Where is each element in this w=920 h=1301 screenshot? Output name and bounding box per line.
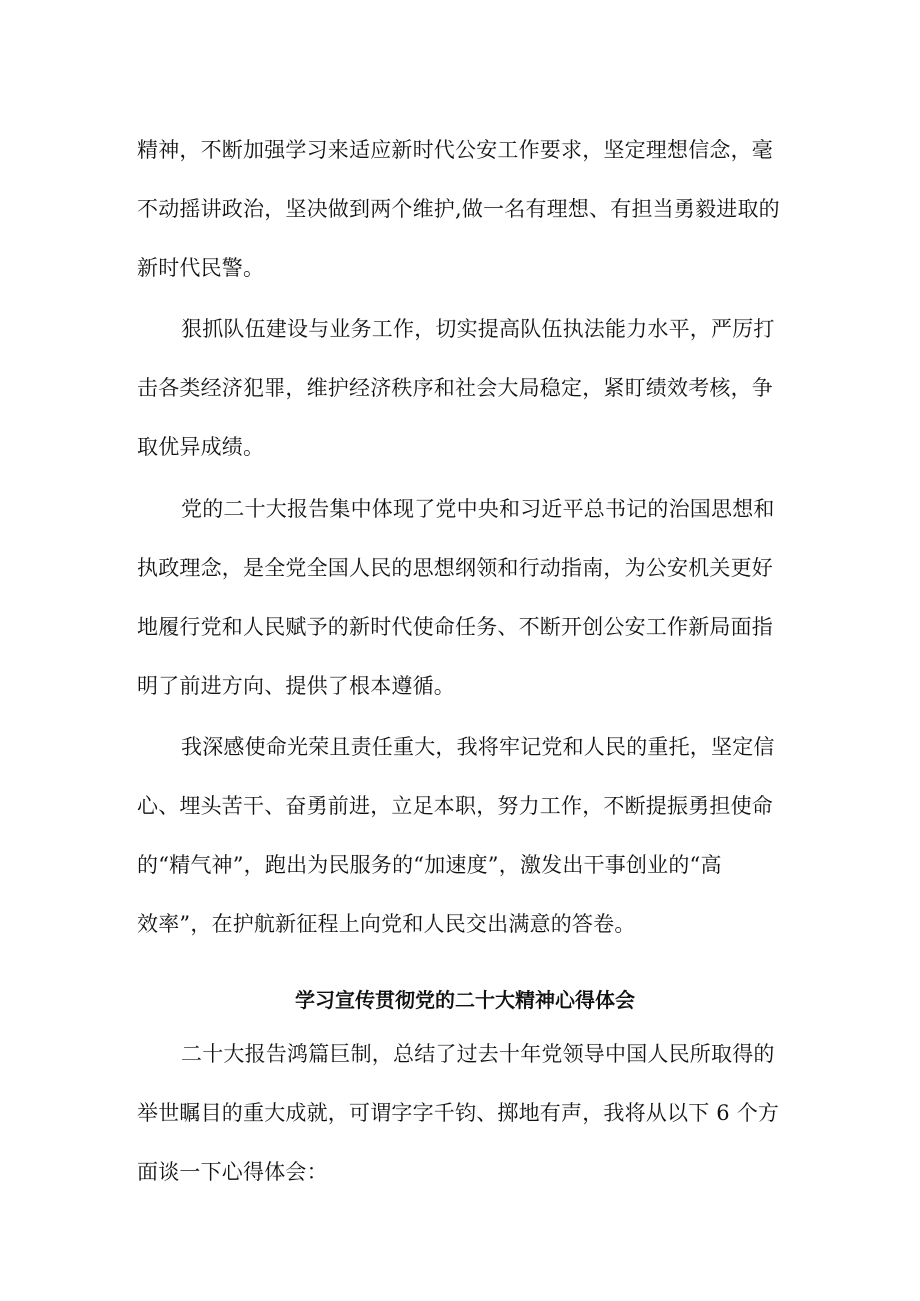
paragraph-3	[137, 480, 793, 716]
paragraph-line: 效率”，在护航新征程上向党和人民交出满意的答卷。	[137, 912, 636, 936]
section-title: 学习宣传贯彻党的二十大精神心得体会	[295, 988, 635, 1012]
paragraph-line: 心、埋头苦干、奋勇前进，立足本职，努力工作，不断提振勇担使命	[137, 794, 773, 818]
paragraph-line: 取优异成绩。	[137, 435, 265, 459]
paragraph-line: 的“精气神”，跑出为民服务的“加速度”，激发出干事创业的“高	[137, 853, 722, 877]
paragraph-line: 地履行党和人民赋予的新时代使命任务、不断开创公安工作新局面指	[137, 615, 773, 639]
paragraph-line: 执政理念，是全党全国人民的思想纲领和行动指南，为公安机关更好	[137, 556, 773, 580]
paragraph-line: 新时代民警。	[137, 256, 265, 280]
paragraph-line: 明了前进方向、提供了根本遵循。	[137, 674, 455, 698]
paragraph-line: 党的二十大报告集中体现了党中央和习近平总书记的治国思想和	[181, 497, 775, 521]
paragraph-line: 不动摇讲政治，坚决做到两个维护,做一名有理想、有担当勇毅进取的	[137, 197, 780, 221]
paragraph-line: 面谈一下心得体会：	[137, 1160, 328, 1184]
paragraph-4	[137, 718, 793, 954]
paragraph-line: 二十大报告鸿篇巨制，总结了过去十年党领导中国人民所取得的	[181, 1042, 775, 1066]
paragraph-1	[137, 121, 793, 298]
paragraph-line: 我深感使命光荣且责任重大，我将牢记党和人民的重托，坚定信	[181, 735, 775, 759]
section-paragraph-1	[137, 1025, 793, 1202]
paragraph-line: 举世瞩目的重大成就，可谓字字千钧、掷地有声，我将从以下 6 个方	[137, 1101, 780, 1125]
paragraph-line: 击各类经济犯罪，维护经济秩序和社会大局稳定，紧盯绩效考核，争	[137, 376, 773, 400]
paragraph-line: 狠抓队伍建设与业务工作，切实提高队伍执法能力水平，严厉打	[181, 317, 775, 341]
paragraph-2	[137, 300, 793, 477]
paragraph-line: 精神，不断加强学习来适应新时代公安工作要求，坚定理想信念，毫	[137, 138, 773, 162]
